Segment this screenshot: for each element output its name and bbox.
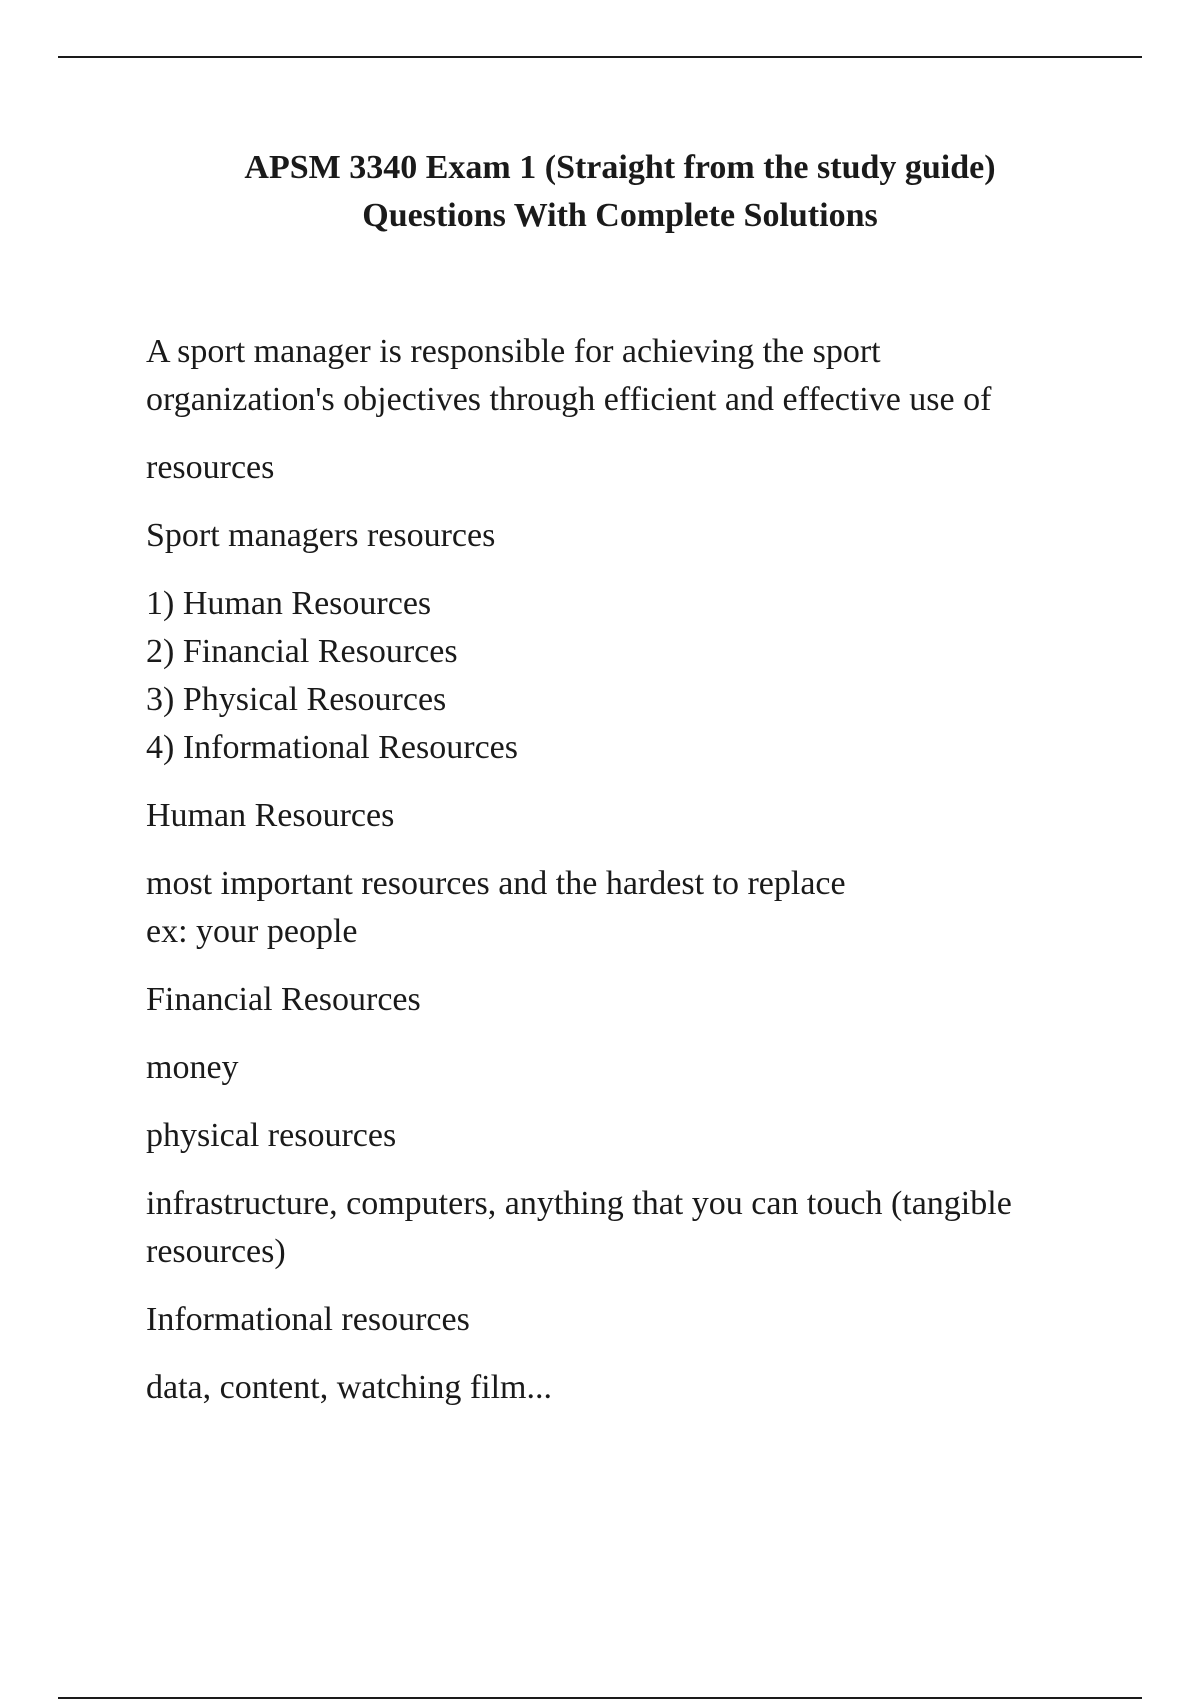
- title-line-1: APSM 3340 Exam 1 (Straight from the study guide): [244, 149, 996, 186]
- text-line: infrastructure, computers, anything that you can touch (tangible: [146, 1185, 1012, 1222]
- card-4-term: [146, 976, 1106, 1024]
- list-item: 2) Financial Resources: [146, 633, 458, 670]
- text-line: physical resources: [146, 1117, 397, 1154]
- text-line: money: [146, 1049, 239, 1086]
- card-1-term: [146, 328, 1106, 424]
- text-line: ex: your people: [146, 913, 358, 950]
- text-line: resources: [146, 449, 275, 486]
- text-line: most important resources and the hardest to replace: [146, 865, 846, 902]
- text-line: Human Resources: [146, 797, 395, 834]
- card-3-definition: [146, 860, 1106, 956]
- card-1-definition: [146, 444, 1106, 492]
- card-6-term: [146, 1296, 1106, 1344]
- text-line: resources): [146, 1233, 286, 1270]
- list-item: 3) Physical Resources: [146, 681, 447, 718]
- card-5-term: [146, 1112, 1106, 1160]
- card-2-definition: [146, 580, 1106, 772]
- text-line: data, content, watching film...: [146, 1369, 552, 1406]
- card-6-definition: [146, 1364, 1106, 1412]
- top-rule: [58, 56, 1142, 58]
- list-item: 4) Informational Resources: [146, 729, 518, 766]
- text-line: Sport managers resources: [146, 517, 496, 554]
- document-body: [146, 328, 1106, 1412]
- text-line: A sport manager is responsible for achieving the sport: [146, 333, 881, 370]
- bottom-rule: [58, 1697, 1142, 1699]
- document-title: [0, 144, 1200, 240]
- text-line: Informational resources: [146, 1301, 470, 1338]
- title-line-2: Questions With Complete Solutions: [362, 197, 878, 234]
- card-5-definition: [146, 1180, 1106, 1276]
- text-line: Financial Resources: [146, 981, 421, 1018]
- list-item: 1) Human Resources: [146, 585, 432, 622]
- card-3-term: [146, 792, 1106, 840]
- card-2-term: [146, 512, 1106, 560]
- text-line: organization's objectives through efficient and effective use of: [146, 381, 992, 418]
- card-4-definition: [146, 1044, 1106, 1092]
